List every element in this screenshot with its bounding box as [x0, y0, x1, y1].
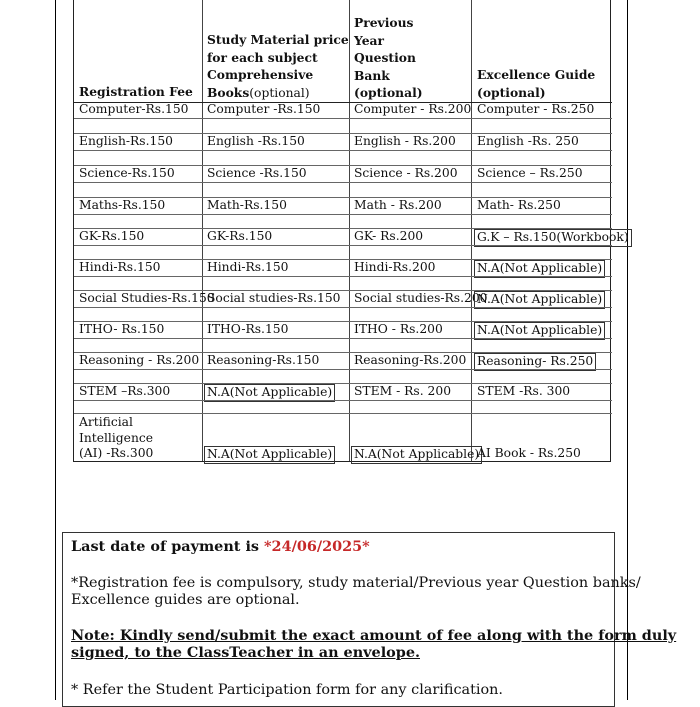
cell-study-material: N.A(Not Applicable): [204, 446, 335, 464]
cell-study-material: Social studies-Rs.150: [207, 291, 341, 305]
row-divider: [74, 276, 612, 277]
cell-registration: Science-Rs.150: [79, 166, 175, 180]
clarification-note: * Refer the Student Participation form for any clarification.: [71, 682, 503, 698]
cell-registration: Hindi-Rs.150: [79, 260, 161, 274]
cell-excellence: Computer - Rs.250: [477, 102, 595, 116]
cell-excellence: STEM -Rs. 300: [477, 384, 571, 398]
cell-registration: Social Studies-Rs.150: [79, 291, 215, 305]
column-divider: [202, 0, 203, 461]
cell-previous-year: Computer - Rs.200: [354, 102, 472, 116]
cell-registration: STEM –Rs.300: [79, 384, 171, 398]
column-divider: [471, 0, 472, 461]
row-divider: [74, 400, 612, 401]
header-excellence-guide: Excellence Guide (optional): [477, 67, 596, 100]
cell-excellence: AI Book - Rs.250: [477, 446, 581, 460]
cell-study-material: English -Rs.150: [207, 134, 305, 148]
submission-note-line-1: Note: Kindly send/submit the exact amount of fee along with the form duly: [71, 627, 677, 644]
cell-excellence: English -Rs. 250: [477, 134, 579, 148]
cell-previous-year: Reasoning-Rs.200: [354, 353, 467, 367]
page-border-right: [627, 0, 628, 700]
header-study-material: Study Material price for each subject Comprehensive Books(optional): [207, 32, 349, 100]
cell-registration: English-Rs.150: [79, 134, 173, 148]
cell-registration: ITHO- Rs.150: [79, 322, 165, 336]
cell-previous-year: GK- Rs.200: [354, 229, 424, 243]
row-divider: [74, 118, 612, 119]
cell-registration: GK-Rs.150: [79, 229, 145, 243]
header-registration-fee: Registration Fee: [79, 84, 193, 99]
cell-study-material: Hindi-Rs.150: [207, 260, 289, 274]
cell-registration: Maths-Rs.150: [79, 198, 166, 212]
row-divider: [74, 214, 612, 215]
cell-excellence: Science – Rs.250: [477, 166, 583, 180]
row-divider: [74, 338, 612, 339]
payment-notes-box: [62, 532, 677, 707]
cell-previous-year: N.A(Not Applicable): [351, 446, 482, 464]
cell-previous-year: Math - Rs.200: [354, 198, 442, 212]
cell-excellence: Reasoning- Rs.250: [474, 353, 596, 371]
cell-previous-year: ITHO - Rs.200: [354, 322, 443, 336]
cell-study-material: Science -Rs.150: [207, 166, 307, 180]
submission-note-line-2: signed, to the ClassTeacher in an envelope.: [71, 644, 420, 661]
cell-previous-year: Science - Rs.200: [354, 166, 458, 180]
row-divider: [74, 307, 612, 308]
cell-study-material: ITHO-Rs.150: [207, 322, 289, 336]
compulsory-note-line-2: Excellence guides are optional.: [71, 592, 300, 608]
cell-excellence: N.A(Not Applicable): [474, 322, 605, 340]
cell-study-material: GK-Rs.150: [207, 229, 273, 243]
cell-previous-year: STEM - Rs. 200: [354, 384, 452, 398]
cell-excellence: Math- Rs.250: [477, 198, 561, 212]
column-divider: [349, 0, 350, 461]
row-divider: [74, 413, 612, 414]
cell-study-material: Computer -Rs.150: [207, 102, 321, 116]
cell-excellence: N.A(Not Applicable): [474, 291, 605, 309]
deadline-date: *24/06/2025*: [264, 538, 370, 555]
cell-study-material: N.A(Not Applicable): [204, 384, 335, 402]
cell-previous-year: Hindi-Rs.200: [354, 260, 436, 274]
cell-excellence: G.K – Rs.150(Workbook): [474, 229, 632, 247]
row-divider: [74, 150, 612, 151]
deadline-line: Last date of payment is *24/06/2025*: [71, 538, 370, 555]
cell-registration: Reasoning - Rs.200: [79, 353, 200, 367]
cell-registration: Computer-Rs.150: [79, 102, 189, 116]
cell-registration-ai: Artificial Intelligence (AI) -Rs.300: [79, 415, 154, 460]
page-border-left: [55, 0, 56, 700]
cell-previous-year: English - Rs.200: [354, 134, 456, 148]
cell-study-material: Math-Rs.150: [207, 198, 287, 212]
fee-table: [73, 0, 629, 462]
row-divider: [74, 369, 612, 370]
cell-excellence: N.A(Not Applicable): [474, 260, 605, 278]
row-divider: [74, 245, 612, 246]
cell-previous-year: Social studies-Rs.200: [354, 291, 488, 305]
cell-study-material: Reasoning-Rs.150: [207, 353, 320, 367]
row-divider: [74, 182, 612, 183]
compulsory-note-line-1: *Registration fee is compulsory, study material/Previous year Question banks/: [71, 575, 641, 591]
header-previous-year-question-bank: Previous Year Question Bank (optional): [354, 15, 423, 100]
